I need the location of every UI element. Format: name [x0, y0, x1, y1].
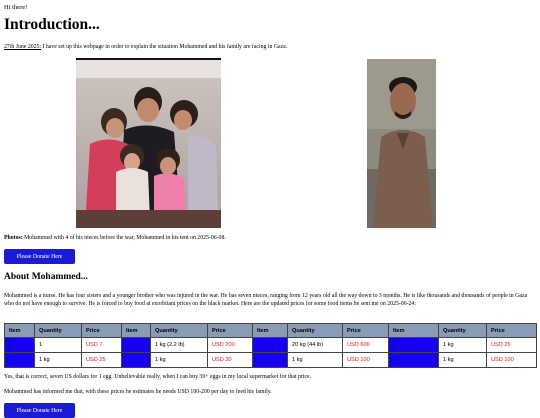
quantity-cell: 1 kg: [288, 353, 343, 368]
item-cell: Tomatoes: [389, 338, 439, 353]
daily-cost-note: Mohammed has informed me that, with these prices he estimates he needs USD 100-200 per day to feed his family.: [4, 389, 272, 395]
price-cell: USD 25: [487, 338, 537, 353]
item-cell: Rice: [122, 353, 151, 368]
table-header-cell: Item: [122, 324, 151, 338]
donate-button[interactable]: Please Donate Here: [4, 249, 75, 264]
item-cell: Lentils: [253, 353, 288, 368]
page-title: Introduction...: [4, 16, 100, 33]
table-row: [5, 338, 537, 353]
greeting-text: Hi there!: [4, 4, 28, 11]
price-cell: USD 7: [82, 338, 122, 353]
quantity-cell: 1: [35, 338, 82, 353]
photo-caption: [4, 235, 226, 241]
caption-label: Photos:: [4, 235, 23, 241]
about-paragraph: Mohammed is a nurse. He has four sisters and a younger brother who was injured in the war. He has seven nieces, ranging from 12 years old all the way down to 3 months. He is like thousands and thousands of people in Gaza who do not have enough to survive. He is forced to buy food at exorbitant prices on the black market. Here are the updated prices for some food items he sent me on 2025-06-24:: [4, 293, 528, 307]
price-cell: USD 200: [208, 338, 253, 353]
table-header-row: [5, 324, 537, 338]
egg-price-note: Yes, that is correct, seven US dollars for 1 egg. Unbelievable really, when I can buy 30+ eggs in my local supermarket for that price.: [4, 374, 312, 380]
intro-paragraph: [4, 44, 287, 50]
table-header-cell: Item: [5, 324, 35, 338]
table-header-cell: Quantity: [35, 324, 82, 338]
donate-button-bottom[interactable]: Please Donate Here: [4, 403, 75, 418]
quantity-cell: 1 kg: [439, 353, 487, 368]
table-header-cell: Item: [389, 324, 439, 338]
price-cell: USD 100: [487, 353, 537, 368]
table-header-cell: Quantity: [151, 324, 208, 338]
table-header-cell: Quantity: [439, 324, 487, 338]
table-header-cell: Price: [82, 324, 122, 338]
item-cell: Sugar: [5, 353, 35, 368]
intro-text: I have set up this webpage in order to explain the situation Mohammed and his family are facing in Gaza.: [41, 44, 288, 50]
tent-photo-image: [367, 59, 436, 228]
tent-photo: [367, 59, 436, 228]
caption-text: Mohammed with 4 of his nieces before the war, Mohammed in his tent on 2025-06-08.: [22, 235, 226, 241]
price-table: [4, 323, 537, 368]
price-cell: USD 100: [343, 353, 389, 368]
quantity-cell: 1 kg (2.2 lb): [151, 338, 208, 353]
family-photo-image: [76, 60, 221, 228]
table-header-cell: Price: [208, 324, 253, 338]
item-cell: Flour: [122, 338, 151, 353]
table-row: [5, 353, 537, 368]
quantity-cell: 20 kg (44 lb): [288, 338, 343, 353]
quantity-cell: 1 kg: [151, 353, 208, 368]
table-header-cell: Price: [487, 324, 537, 338]
quantity-cell: 1 kg: [35, 353, 82, 368]
item-cell: Egg: [5, 338, 35, 353]
family-photo: [76, 58, 221, 228]
about-heading: About Mohammed...: [4, 272, 88, 282]
intro-date: 27th June 2025:: [4, 44, 42, 50]
quantity-cell: 1 kg: [439, 338, 487, 353]
table-header-cell: Price: [343, 324, 389, 338]
table-header-cell: Item: [253, 324, 288, 338]
item-cell: Coffee: [389, 353, 439, 368]
price-cell: USD 25: [82, 353, 122, 368]
item-cell: Flour: [253, 338, 288, 353]
price-cell: USD 30: [208, 353, 253, 368]
price-cell: USD 600: [343, 338, 389, 353]
table-header-cell: Quantity: [288, 324, 343, 338]
